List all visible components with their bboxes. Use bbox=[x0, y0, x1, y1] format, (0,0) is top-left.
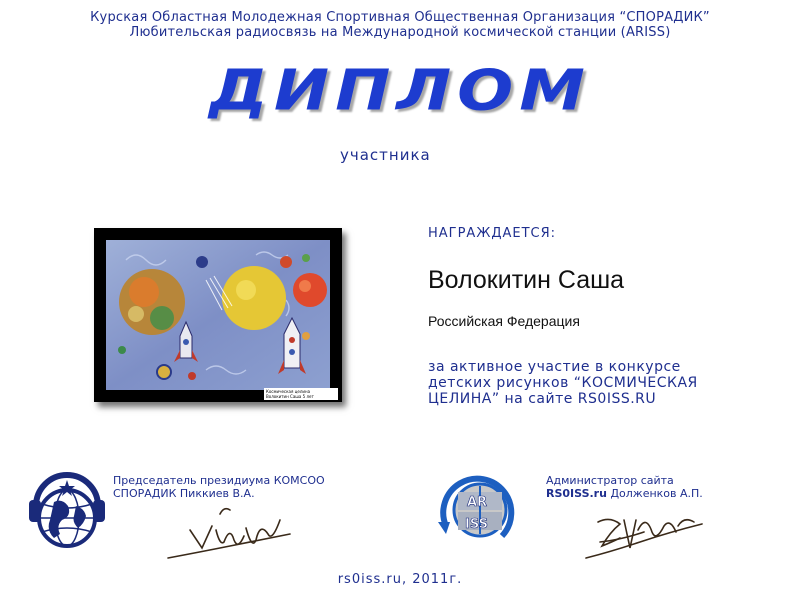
ariss-logo-icon bbox=[432, 466, 522, 550]
awarded-label: НАГРАЖДАЕТСЯ: bbox=[428, 226, 557, 241]
artwork-caption bbox=[264, 388, 338, 400]
right-signatory bbox=[546, 474, 786, 500]
diploma-subtitle: участника bbox=[340, 146, 431, 164]
organization-name: Курская Областная Молодежная Спортивная Общественная Организация “СПОРАДИК” bbox=[90, 10, 710, 25]
left-signatory-title: Председатель президиума КОМСОО bbox=[113, 474, 325, 487]
artwork-caption-title: Космическая целина bbox=[266, 389, 311, 394]
left-signature-icon bbox=[160, 500, 300, 570]
program-name: Любительская радиосвязь на Международной космической станции (ARISS) bbox=[129, 25, 671, 40]
right-signatory-name-line bbox=[546, 487, 786, 500]
award-reason-line: ЦЕЛИНА” на сайте RS0ISS.RU bbox=[428, 391, 657, 407]
artwork-caption-author: Волокитин Саша 5 лет bbox=[266, 394, 314, 399]
award-reason-line: детских рисунков “КОСМИЧЕСКАЯ bbox=[428, 375, 698, 391]
left-signatory-name: СПОРАДИК Пиккиев В.А. bbox=[113, 487, 255, 500]
recipient-name: Волокитин Саша bbox=[428, 266, 625, 294]
right-signatory-name: Долженков А.П. bbox=[610, 487, 703, 500]
ariss-logo-top-text: AR bbox=[467, 495, 488, 510]
footer-text: rs0iss.ru, 2011г. bbox=[337, 572, 463, 587]
space-drawing bbox=[106, 240, 330, 390]
globe-headphones-icon bbox=[26, 462, 108, 554]
award-reason-line: за активное участие в конкурсе bbox=[428, 359, 681, 375]
ariss-logo-bottom-text: ISS bbox=[465, 517, 488, 532]
award-reason bbox=[428, 359, 778, 407]
right-signature-icon bbox=[580, 502, 710, 564]
diploma-title: ДИПЛОМ bbox=[209, 57, 591, 124]
right-signatory-title: Администратор сайта bbox=[546, 474, 674, 487]
right-signatory-site: RS0ISS.ru bbox=[546, 487, 607, 500]
recipient-country: Российская Федерация bbox=[428, 313, 580, 329]
artwork-frame bbox=[94, 228, 342, 402]
left-signatory bbox=[113, 474, 393, 500]
